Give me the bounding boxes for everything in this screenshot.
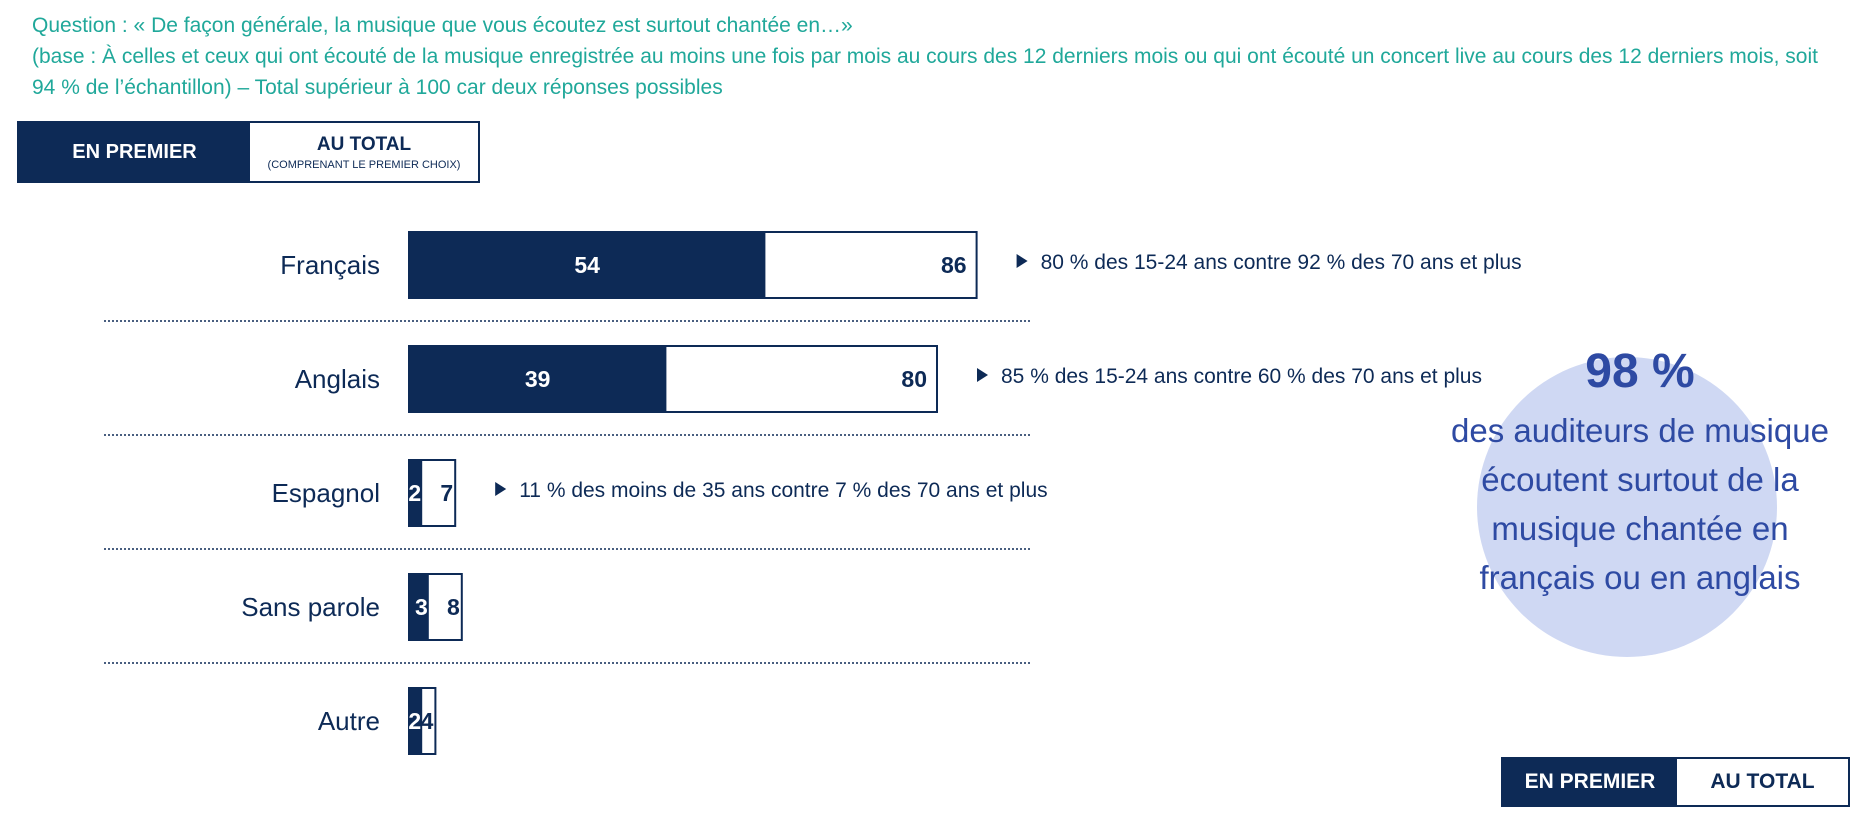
bar-group: [104, 232, 1522, 754]
bar-total-value: 4: [420, 708, 434, 734]
callout-text: des auditeurs de musique écoutent surtout de la musique chantée en français ou en anglais: [1451, 412, 1829, 596]
callout-value: 98 %: [1585, 345, 1695, 398]
bar-first-value: 39: [524, 366, 551, 392]
bar-annotation: 85 % des 15-24 ans contre 60 % des 70 ans et plus: [1001, 365, 1482, 388]
bar-total-value: 86: [941, 252, 967, 278]
category-label: Français: [280, 250, 380, 280]
category-label: Autre: [317, 706, 380, 736]
bar-first-value: 3: [415, 594, 428, 620]
note-arrow-icon: [1017, 254, 1028, 268]
bar-first-value: 54: [574, 252, 600, 278]
question-base: (base : À celles et ceux qui ont écouté de la musique enregistrée au moins une fois par mois au cours des 12 derniers mois ou qui ont écouté un concert live au cours des 12 derniers mois, soit 94 % de l’échantillon) – Total supérieur à 100 car deux réponses possibles: [32, 45, 1818, 99]
category-label: Espagnol: [271, 478, 380, 508]
bar-annotation: 80 % des 15-24 ans contre 92 % des 70 ans et plus: [1040, 251, 1522, 274]
legend-bottom-total-label: AU TOTAL: [1677, 759, 1848, 805]
legend-total-label: AU TOTAL: [316, 133, 412, 155]
bar-total-value: 8: [447, 594, 460, 620]
bar-total-value: 7: [440, 480, 454, 506]
note-arrow-icon: [495, 482, 506, 496]
legend-total-sublabel: (COMPRENANT LE PREMIER CHOIX): [267, 158, 461, 171]
category-label: Anglais: [294, 364, 380, 394]
note-arrow-icon: [977, 368, 988, 382]
bar-total-value: 80: [901, 366, 927, 392]
legend-first-label: EN PREMIER: [19, 123, 250, 181]
category-label: Sans parole: [241, 592, 380, 622]
question-text: Question : « De façon générale, la musique que vous écoutez est surtout chantée en…»: [32, 14, 853, 37]
bar-first-value: 2: [408, 480, 422, 506]
bar-first-value: 2: [408, 708, 422, 734]
legend-bottom-first-label: EN PREMIER: [1503, 759, 1677, 805]
bar-annotation: 11 % des moins de 35 ans contre 7 % des 70 ans et plus: [519, 479, 1048, 502]
legend-bottom: [1501, 757, 1850, 807]
